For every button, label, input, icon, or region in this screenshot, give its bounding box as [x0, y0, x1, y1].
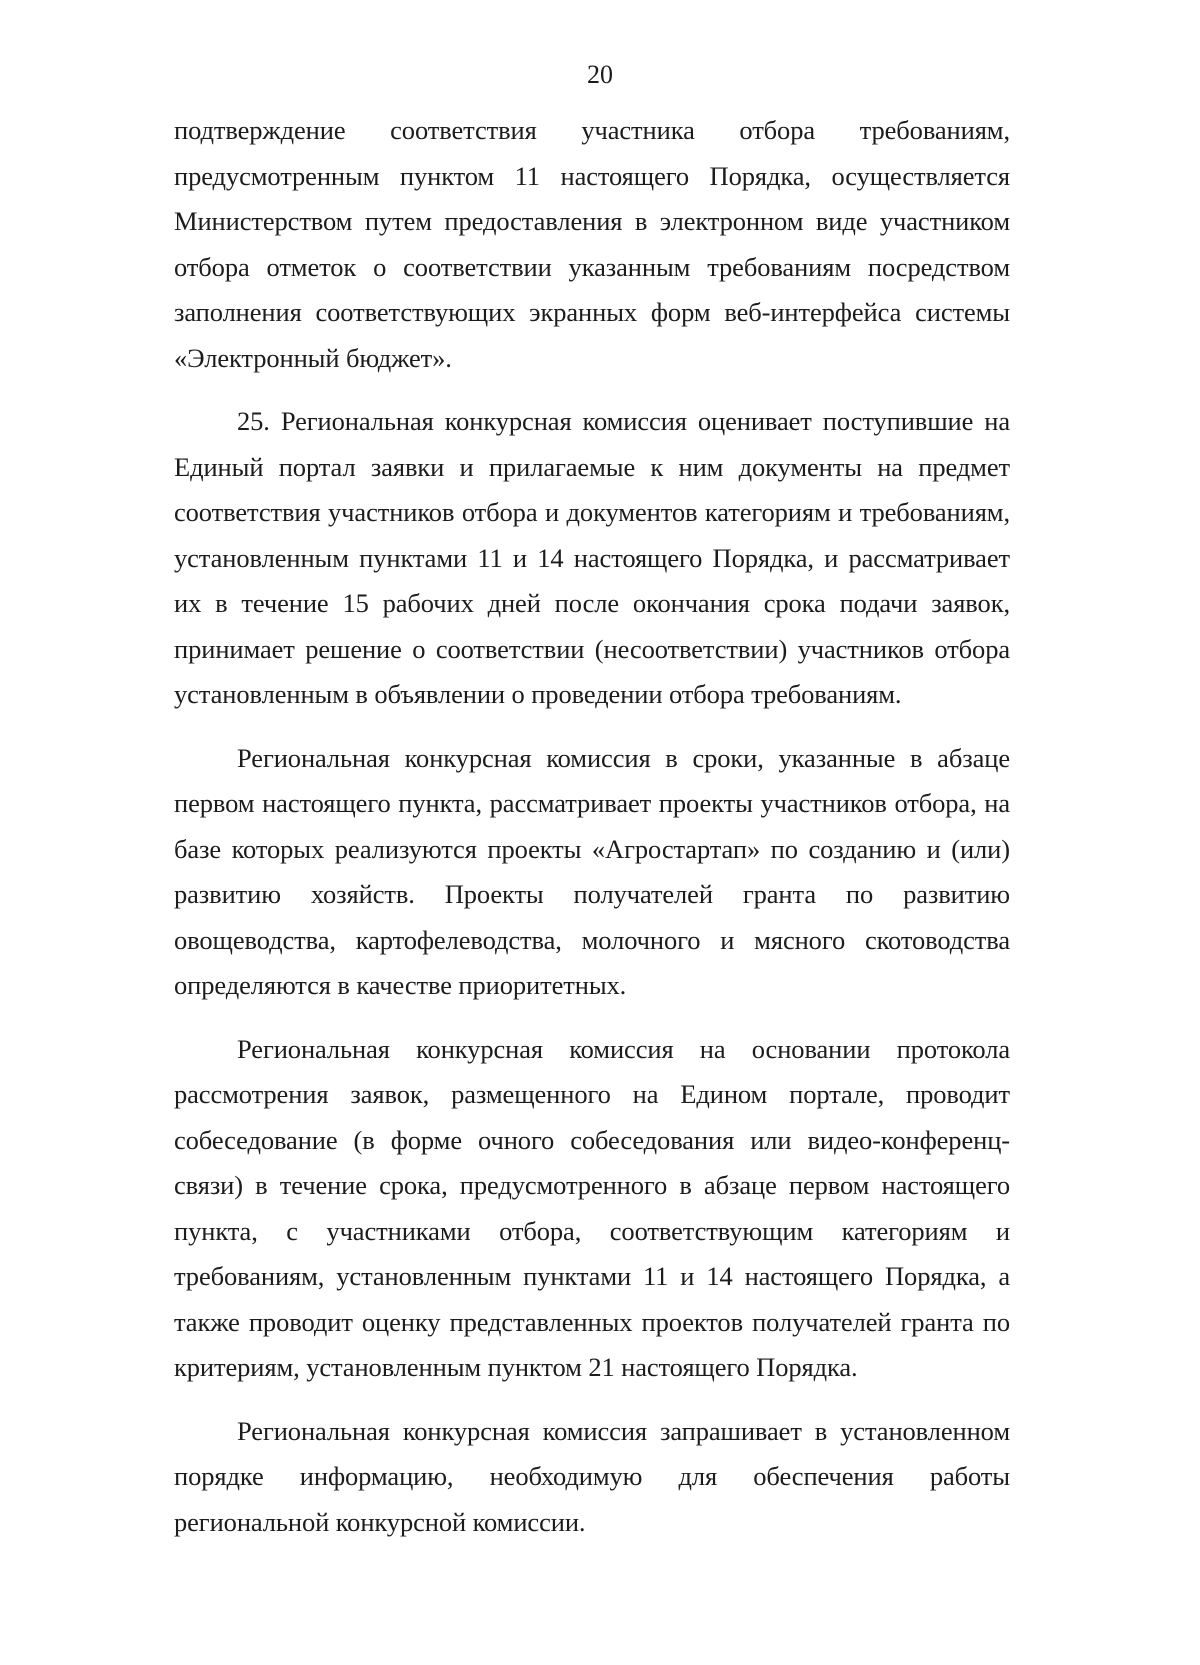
paragraph-information-request: Региональная конкурсная комиссия запрашивает в установленном порядке информацию, необходимую для обеспечения работы региональной конкурсной комиссии. — [174, 1415, 1010, 1537]
document-body — [174, 108, 1010, 1545]
page-number: 20 — [587, 60, 613, 89]
paragraph-project-review: Региональная конкурсная комиссия в сроки, указанные в абзаце первом настоящего пункта, рассматривает проекты участников отбора, на базе которых реализуются проекты «Агростартап» по созданию и (или) развитию хозяйств. Проекты получателей гранта по развитию овощеводства, картофелеводства, молочного и мясного скотоводства определяются в качестве приоритетных. — [174, 742, 1010, 1000]
paragraph-interview: Региональная конкурсная комиссия на основании протокола рассмотрения заявок, размещенного на Едином портале, проводит собеседование (в форме очного собеседования или видео-конференц-связи) в течение срока, предусмотренного в абзаце первом настоящего пункта, с участниками отбора, соответствующим категориям и требованиям, установленным пунктами 11 и 14 настоящего Порядка, а также проводит оценку представленных проектов получателей гранта по критериям, установленным пунктом 21 настоящего Порядка. — [174, 1033, 1010, 1382]
paragraph-item-25: 25. Региональная конкурсная комиссия оценивает поступившие на Единый портал заявки и прилагаемые к ним документы на предмет соответствия участников отбора и документов категориям и требованиям, установленным пунктами 11 и 14 настоящего Порядка, и рассматривает их в течение 15 рабочих дней после окончания срока подачи заявок, принимает решение о соответствии (несоответствии) участников отбора установленным в объявлении о проведении отбора требованиям. — [174, 406, 1010, 709]
paragraph-continuation: подтверждение соответствия участника отбора требованиям, предусмотренным пунктом 11 настоящего Порядка, осуществляется Министерством путем предоставления в электронном виде участником отбора отметок о соответствии указанным требованиям посредством заполнения соответствующих экранных форм веб-интерфейса системы «Электронный бюджет». — [174, 115, 1010, 373]
